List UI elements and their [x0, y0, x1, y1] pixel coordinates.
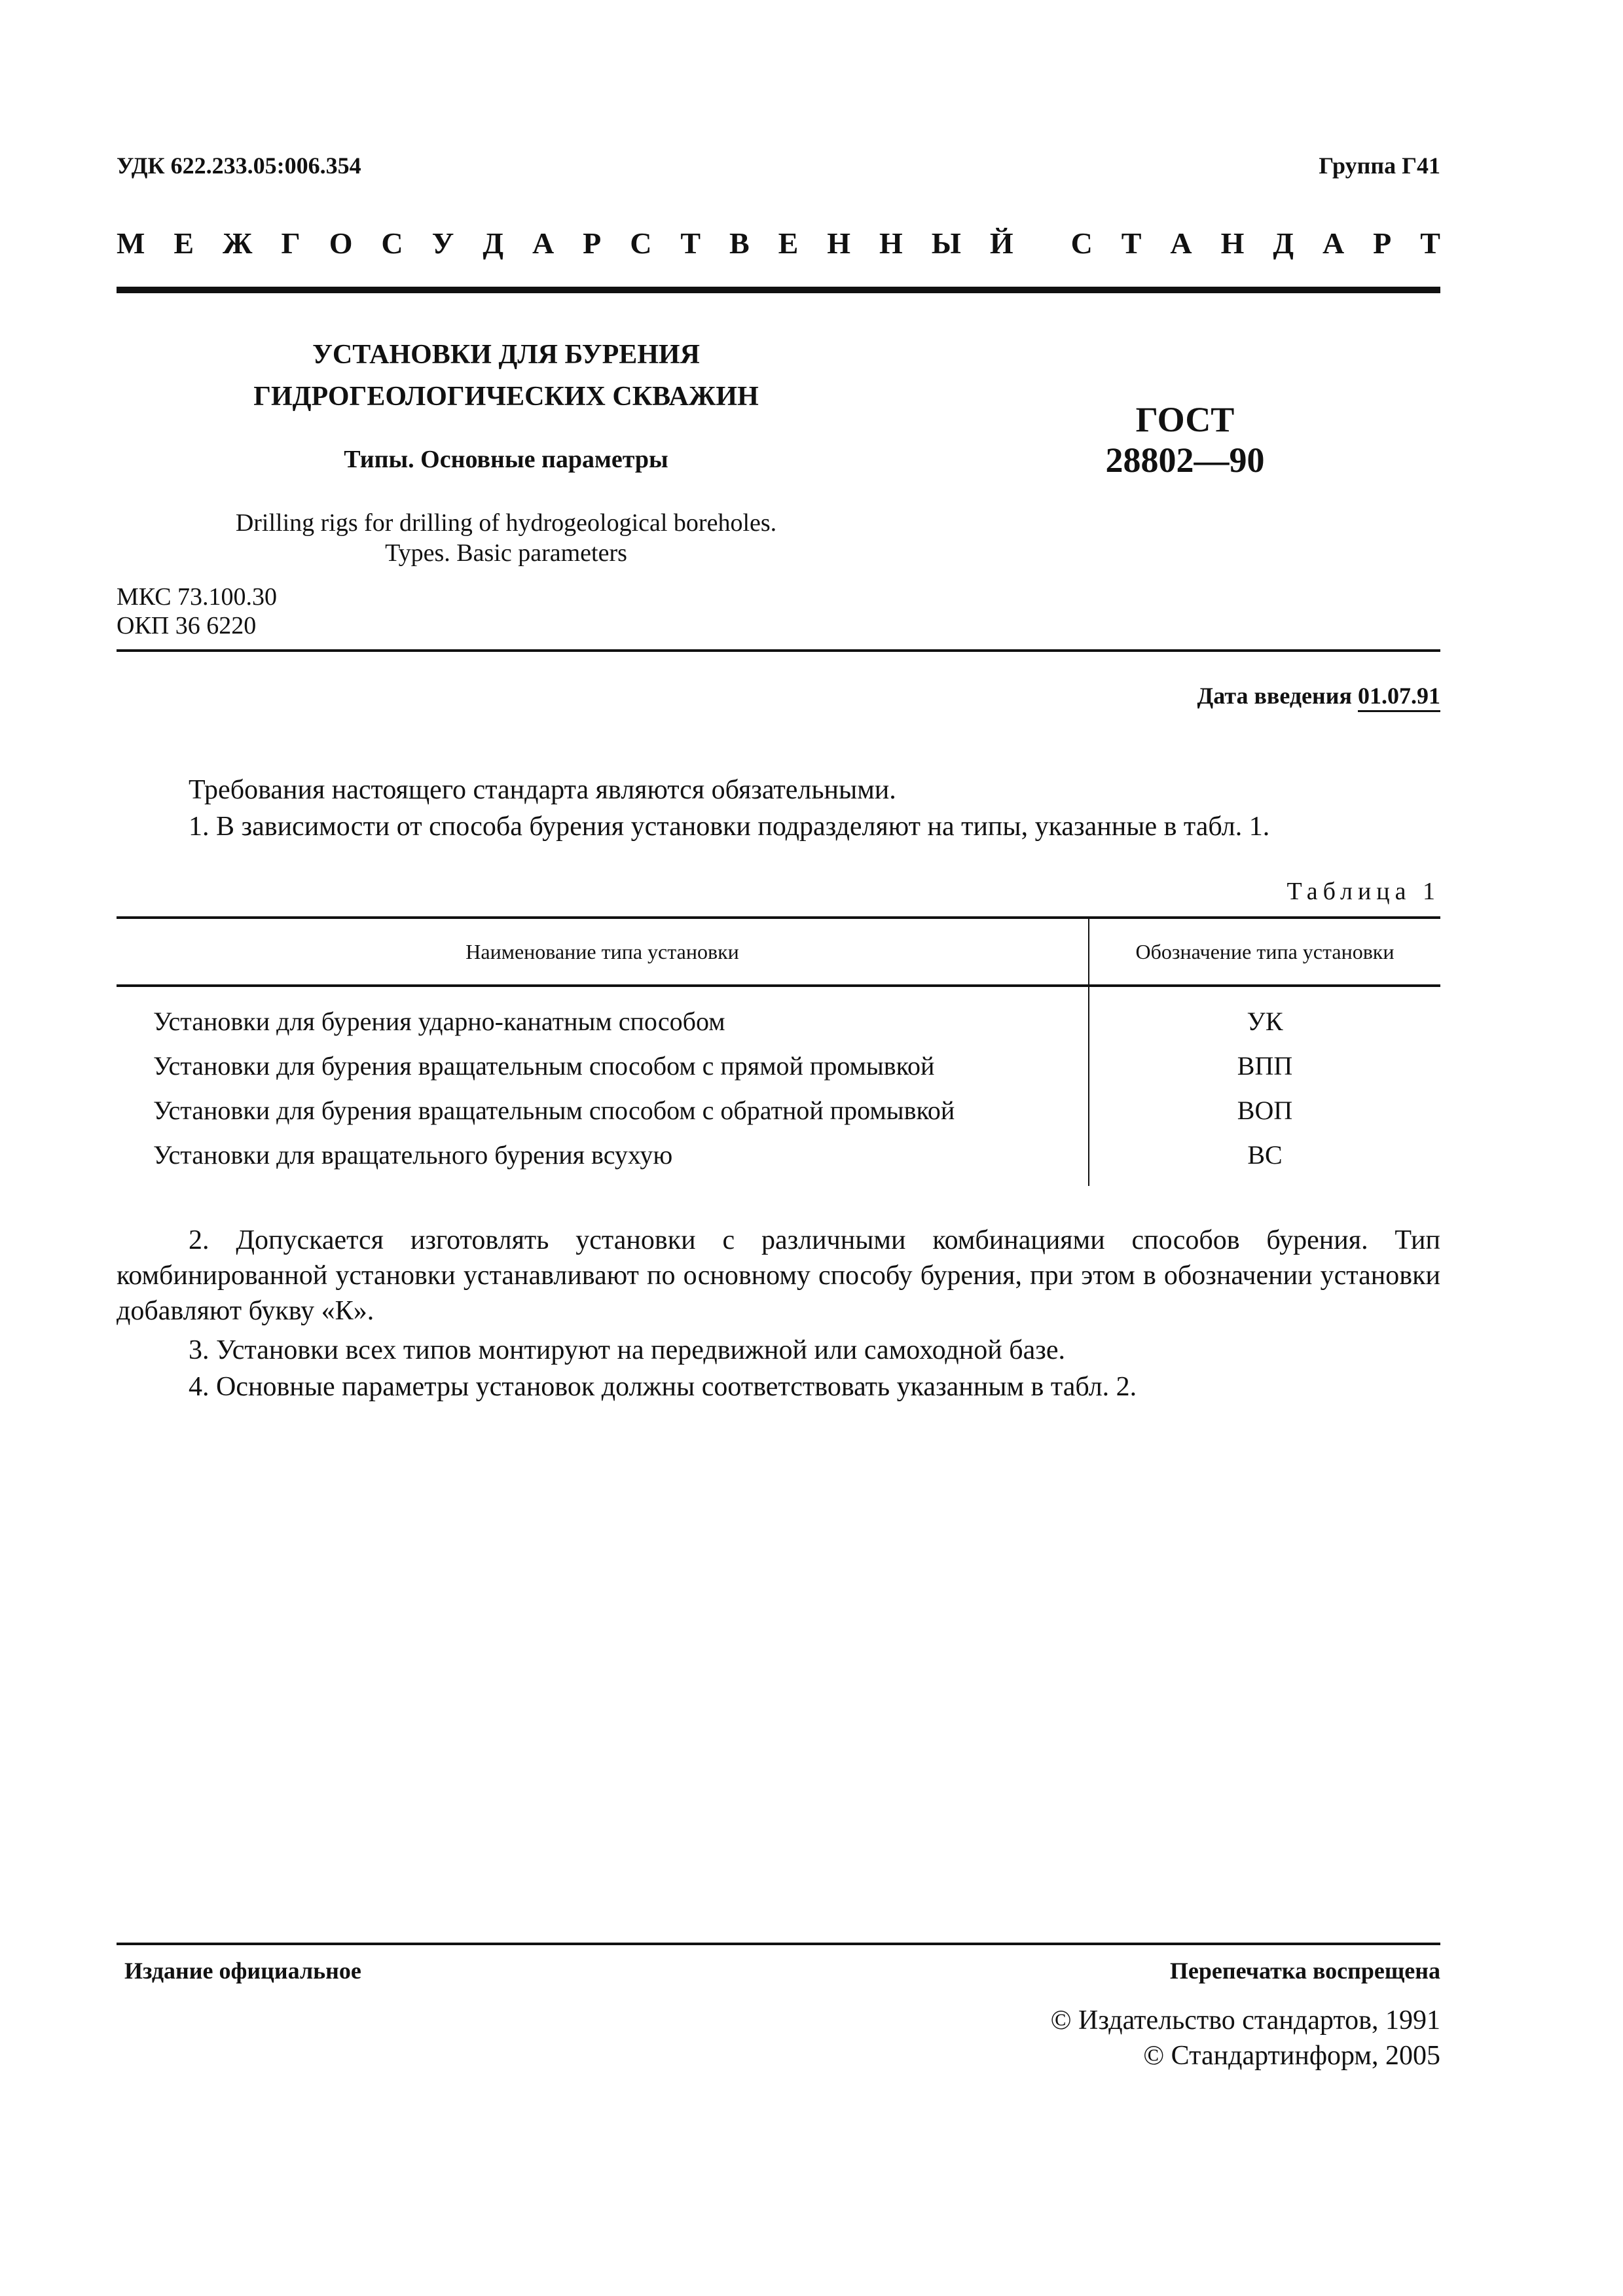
intro-date	[1197, 682, 1441, 709]
table-cell-code: ВОП	[1237, 1095, 1293, 1125]
table-cell-code: ВПП	[1237, 1050, 1293, 1081]
table-row	[117, 1043, 1440, 1088]
banner-letter: А	[1170, 226, 1192, 260]
english-title-line-1: Drilling rigs for drilling of hydrogeological boreholes.	[235, 509, 777, 537]
banner-letter: В	[729, 226, 750, 260]
banner-letter: А	[1322, 226, 1345, 260]
banner-letter: Н	[1220, 226, 1245, 260]
table-row	[117, 999, 1440, 1043]
gost-label: ГОСТ	[1135, 400, 1235, 439]
banner-letter: Д	[1273, 226, 1294, 260]
group-code: Группа Г41	[1319, 152, 1440, 179]
standard-banner	[117, 226, 1440, 260]
paragraph-4: 4. Основные параметры установок должны соответствовать указанным в табл. 2.	[189, 1372, 1137, 1402]
banner-letter: С	[1070, 226, 1093, 260]
copyright-block	[1051, 2003, 1440, 2073]
banner-letter: Ы	[931, 226, 961, 260]
banner-letter: Т	[1420, 226, 1440, 260]
reprint-prohibited: Перепечатка воспрещена	[1169, 1958, 1440, 1984]
banner-letter: Р	[1373, 226, 1392, 260]
table-cell-code: УК	[1247, 1006, 1283, 1036]
table-cell-name: Установки для бурения ударно-канатным способом	[117, 999, 1089, 1043]
table-cell-name: Установки для бурения вращательным способом с прямой промывкой	[117, 1043, 1089, 1088]
subtitle: Типы. Основные параметры	[344, 446, 668, 473]
banner-letter: О	[329, 226, 353, 260]
mks-code: МКС 73.100.30	[117, 583, 278, 611]
banner-letter: Е	[778, 226, 799, 260]
gost-block	[1021, 399, 1349, 480]
paragraph-requirements: Требования настоящего стандарта являются обязательными.	[189, 775, 896, 805]
banner-letter: Р	[583, 226, 602, 260]
official-edition: Издание официальное	[124, 1958, 361, 1984]
table-cell-name: Установки для вращательного бурения всухую	[117, 1132, 1089, 1177]
banner-letter: А	[532, 226, 555, 260]
paragraph-1: 1. В зависимости от способа бурения установки подразделяют на типы, указанные в табл. 1.	[189, 812, 1270, 842]
gost-number: 28802—90	[1105, 440, 1265, 480]
banner-letter: Т	[680, 226, 701, 260]
udk-code: УДК 622.233.05:006.354	[117, 152, 361, 179]
title-block	[117, 334, 896, 568]
banner-letter: М	[117, 226, 145, 260]
english-title-line-2: Types. Basic parameters	[385, 539, 627, 567]
banner-letter: Н	[827, 226, 851, 260]
table-row	[117, 1132, 1440, 1177]
intro-date-value: 01.07.91	[1358, 683, 1440, 712]
banner-letter: У	[431, 226, 454, 260]
banner-letter: Г	[281, 226, 301, 260]
intro-date-label: Дата введения	[1197, 683, 1352, 709]
paragraph-3: 3. Установки всех типов монтируют на передвижной или самоходной базе.	[189, 1335, 1065, 1365]
table-cell-code: ВС	[1247, 1139, 1283, 1170]
table-label: Таблица 1	[1286, 878, 1440, 905]
types-table	[117, 916, 1440, 1186]
banner-letter: Й	[989, 226, 1013, 260]
copyright-line-1: © Издательство стандартов, 1991	[1050, 2005, 1440, 2036]
table-row	[117, 1088, 1440, 1132]
codes-divider	[117, 649, 1440, 652]
copyright-line-2: © Стандартинформ, 2005	[1143, 2041, 1440, 2071]
header-divider	[117, 287, 1440, 293]
banner-letter: Д	[483, 226, 503, 260]
banner-letter: Т	[1121, 226, 1142, 260]
table-header-row	[117, 916, 1440, 987]
banner-letter: Е	[173, 226, 194, 260]
footer-divider	[117, 1943, 1440, 1945]
okp-code: ОКП 36 6220	[117, 612, 257, 639]
table-header-name: Наименование типа установки	[117, 919, 1089, 984]
banner-letter: С	[381, 226, 403, 260]
banner-letter: Ж	[223, 226, 253, 260]
paragraph-2: 2. Допускается изготовлять установки с различными комбинациями способов бурения. Тип комбинированной установки устанавливают по основному способу бурения, при этом в обозначении установки добавляют букву «К».	[117, 1225, 1440, 1326]
title-line-1: УСТАНОВКИ ДЛЯ БУРЕНИЯ	[312, 340, 700, 370]
table-cell-name: Установки для бурения вращательным способом с обратной промывкой	[117, 1088, 1089, 1132]
table-header-code: Обозначение типа установки	[1135, 939, 1395, 963]
banner-letter: Н	[879, 226, 903, 260]
banner-letter: С	[630, 226, 652, 260]
title-line-2: ГИДРОГЕОЛОГИЧЕСКИХ СКВАЖИН	[253, 382, 759, 412]
